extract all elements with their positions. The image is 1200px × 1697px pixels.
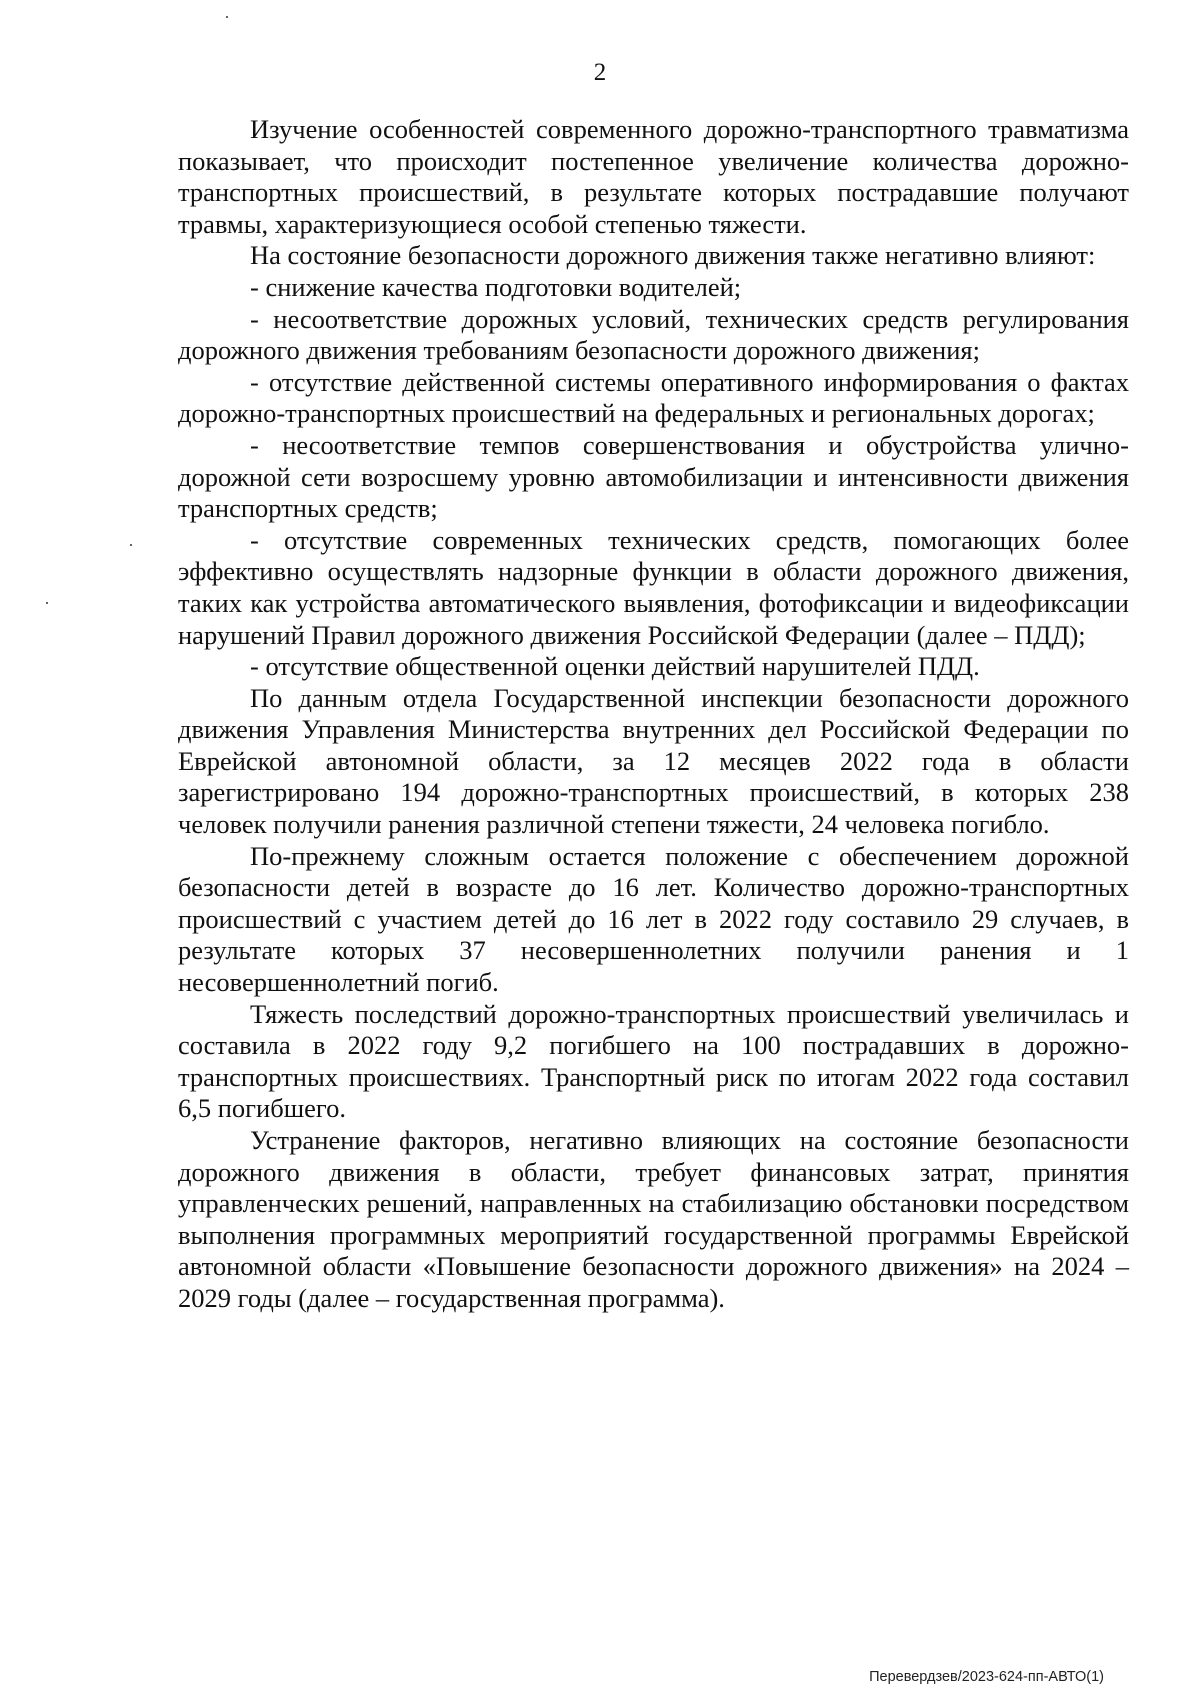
- list-item-road-conditions: - несоответствие дорожных условий, технических средств регулирования дорожного движения требованиям безопасности дорожного движения;: [178, 303, 1129, 366]
- paragraph-accident-statistics: По данным отдела Государственной инспекции безопасности дорожного движения Управления Министерства внутренних дел Российской Федерации по Еврейской автономной области, за 12 месяцев 2022 года в области зарегистрировано 194 дорожно-транспортных происшествий, в которых 238 человек получили ранения различной степени тяжести, 24 человека погибло.: [178, 682, 1129, 840]
- list-item-road-network: - несоответствие темпов совершенствования и обустройства улично-дорожной сети возросшему уровню автомобилизации и интенсивности движения транспортных средств;: [178, 429, 1129, 524]
- document-reference-footer: Перевердзев/2023-624-пп-АВТО(1): [869, 1669, 1104, 1685]
- scan-speck: [46, 602, 48, 604]
- paragraph-negative-factors-intro: На состояние безопасности дорожного движения также негативно влияют:: [250, 240, 1096, 271]
- document-body: [178, 114, 1129, 1315]
- paragraph-program-measures: Устранение факторов, негативно влияющих на состояние безопасности дорожного движения в области, требует финансовых затрат, принятия управленческих решений, направленных на стабилизацию обстановки посредством выполнения программных мероприятий государственной программы Еврейской автономной области «Повышение безопасности дорожного движения» на 2024 – 2029 годы (далее – государственная программа).: [178, 1125, 1129, 1313]
- list-item-driver-training: - снижение качества подготовки водителей;: [250, 271, 742, 302]
- paragraph-injury-trends: Изучение особенностей современного дорожно-транспортного травматизма показывает, что происходит постепенное увеличение количества дорожно-транспортных происшествий, в результате которых пострадавшие получают травмы, характеризующиеся особой степенью тяжести.: [178, 114, 1129, 239]
- list-item-technical-means: - отсутствие современных технических средств, помогающих более эффективно осуществлять надзорные функции в области дорожного движения, таких как устройства автоматического выявления, фотофиксации и видеофиксации нарушений Правил дорожного движения Российской Федерации (далее – ПДД);: [178, 524, 1129, 650]
- paragraph-severity: Тяжесть последствий дорожно-транспортных происшествий увеличилась и составила в 2022 году 9,2 погибшего на 100 пострадавших в дорожно-транспортных происшествиях. Транспортный риск по итогам 2022 года составил 6,5 погибшего.: [178, 998, 1129, 1124]
- paragraph-child-safety: По-прежнему сложным остается положение с обеспечением дорожной безопасности детей в возрасте до 16 лет. Количество дорожно-транспортных происшествий с участием детей до 16 лет в 2022 году составило 29 случаев, в результате которых 37 несовершеннолетних получили ранения и 1 несовершеннолетний погиб.: [178, 840, 1129, 998]
- scan-speck: [130, 544, 132, 546]
- page-number: 2: [593, 59, 607, 86]
- list-item-public-assessment: - отсутствие общественной оценки действий нарушителей ПДД.: [250, 651, 980, 682]
- list-item-information-system: - отсутствие действенной системы оперативного информирования о фактах дорожно-транспортных происшествий на федеральных и региональных дорогах;: [178, 366, 1129, 429]
- scan-speck: [226, 16, 228, 18]
